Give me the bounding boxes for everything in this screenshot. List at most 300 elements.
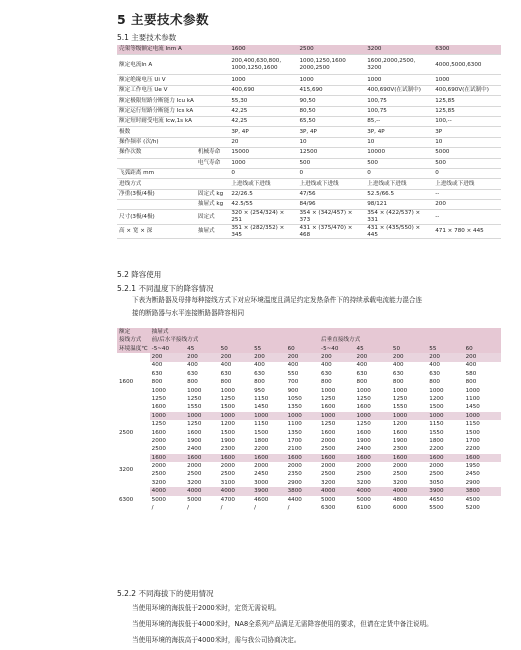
spec-cell: 22/26.5 [229,189,297,199]
derating-cell: 1250 [356,395,371,402]
derating-cell: / [151,505,154,512]
spec-header-frame: 2500 [297,45,365,55]
spec-row-sublabel [196,116,229,126]
derating-cell: 1600 [464,454,501,462]
spec-cell: 10 [365,137,433,147]
derating-cell: 1950 [465,463,480,470]
temp-header: 45 [355,345,391,353]
derating-cell: 1600 [321,429,336,436]
derating-cell: 1000 [391,412,427,420]
temp-header: 55 [252,345,285,353]
h-horizontal: 前/后水平接线方式 [150,336,319,344]
derating-cell: 1500 [220,404,235,411]
spec-cell: 400,690V(在试制中) [365,85,433,95]
spec-cell: 1000 [229,75,297,85]
subsection-5-1-title: 5.1 主要技术参数 [117,33,177,42]
derating-cell: 5500 [429,505,444,512]
derating-cell: 1900 [220,437,235,444]
derating-cell: 3200 [356,479,371,486]
spec-row-label: 额定运行短路分断能力 Ics kA [117,106,196,116]
spec-table [117,45,501,239]
spec-cell: 42.5/55 [229,200,297,210]
derating-cell: 1600 [427,454,463,462]
spec-cell: 0 [365,168,433,178]
derating-cell: 2000 [151,463,166,470]
derating-cell: 3800 [286,487,319,495]
derating-cell: 1250 [151,421,166,428]
spec-row [117,179,501,189]
spec-row [117,106,501,116]
derating-cell: 800 [356,379,368,386]
spec-cell: 125,85 [433,96,501,106]
derating-row [117,362,501,370]
subsection-5-2-title: 5.2 降容使用 [117,270,162,279]
derating-cell: 4700 [220,496,235,503]
spec-cell: 42,25 [229,106,297,116]
derating-row [117,404,501,412]
derating-cell: 6300 [321,505,336,512]
derating-cell: 1900 [392,437,408,444]
derating-row [117,429,501,437]
h-envtemp: 环境温度℃ [119,345,148,352]
spec-cell: 0 [229,168,297,178]
derating-cell: 3800 [464,487,501,495]
temp-header: -5~40 [150,345,186,353]
derating-cell: 1000 [464,412,501,420]
spec-cell: 100,75 [365,106,433,116]
derating-cell: / [254,505,256,512]
derating-cell: 2350 [287,471,302,478]
derating-cell: 1000 [319,412,355,420]
derating-row [117,504,501,512]
derating-row [117,420,501,428]
spec-row-label: 额定绝缘电压 Ui V [117,75,196,85]
spec-cell: 1000 [297,75,365,85]
spec-cell: 5000 [433,148,501,158]
derating-row [117,445,501,453]
derating-cell: 5200 [465,505,480,512]
derating-cell: 800 [392,379,404,386]
derating-cell: 1000 [252,412,285,420]
spec-cell: 431 × (375/470) × 468 [297,224,365,238]
derating-cell: 700 [287,379,299,386]
derating-cell: 630 [151,370,163,377]
derating-cell: 2100 [287,446,302,453]
spec-cell: 3P, 4P [297,127,365,137]
rating-group-label: 3200 [117,454,150,488]
derating-cell: 1000 [150,412,186,420]
derating-cell: 4600 [254,496,269,503]
derating-cell: 2500 [356,471,371,478]
spec-cell: 84/96 [297,200,365,210]
derating-row [117,496,501,504]
spec-cell: 200,400,630,800, 1000,1250,1600 [229,55,297,75]
derating-cell: 6000 [392,505,408,512]
derating-cell: 200 [185,353,218,361]
spec-row-label: 额定工作电压 Ue V [117,85,196,95]
derating-cell: 400 [429,362,440,369]
spec-row-sublabel [196,75,229,85]
derating-cell: 200 [286,353,319,361]
derating-cell: 200 [219,353,252,361]
spec-cell: 90,50 [297,96,365,106]
altitude-line-1: 当使用环境的海拔低于2000米时，定货无需说明。 [132,604,281,612]
derating-cell: 1700 [465,437,480,444]
spec-row [117,189,501,199]
derating-cell: 2300 [220,446,235,453]
spec-row-label: 操作频率 (次/h) [117,137,196,147]
spec-row-sublabel [196,127,229,137]
derating-cell: 2400 [187,446,202,453]
derating-cell: 2450 [254,471,269,478]
spec-cell: 500 [297,158,365,168]
derating-cell: 2200 [429,446,444,453]
spec-cell: 47/56 [297,189,365,199]
derating-cell: 630 [220,370,232,377]
derating-cell: 400 [287,362,299,369]
derating-cell: 1450 [254,404,269,411]
spec-cell: 500 [433,158,501,168]
spec-row-label: 飞弧距离 mm [117,168,196,178]
temp-header: 55 [427,345,463,353]
derating-cell: 2000 [392,463,408,470]
derating-cell: 4500 [465,496,480,503]
spec-row [117,148,501,158]
derating-row [117,378,501,386]
spec-row-label: 额定短时耐受电流 Icw,1s kA [117,116,196,126]
spec-cell: -- [433,210,501,224]
spec-cell: -- [433,189,501,199]
derating-cell: 1250 [321,395,336,402]
derating-cell: 800 [465,379,477,386]
derating-row [117,462,501,470]
spec-cell: 85,-- [365,116,433,126]
subsection-5-2-1-title: 5.2.1 不同温度下的降容情况 [117,284,214,293]
derating-cell: 200 [319,353,355,361]
derating-cell: 1700 [287,437,302,444]
derating-cell: 1000 [151,387,166,394]
derating-cell: 4000 [185,487,218,495]
derating-cell: 800 [254,379,265,386]
spec-row [117,168,501,178]
section-title: 5 主要技术参数 [117,12,210,27]
derating-cell: 5000 [151,496,166,503]
derating-cell: 1600 [151,429,166,436]
spec-cell: 471 × 780 × 445 [433,224,501,238]
derating-cell: 1250 [220,395,235,402]
derating-cell: 1600 [219,454,252,462]
derating-cell: 4650 [429,496,444,503]
derating-cell: 1200 [392,421,408,428]
derating-cell: 400 [392,362,404,369]
spec-row-sublabel: 固定式 kg [196,189,229,199]
derating-cell: 1800 [254,437,269,444]
temp-header: 50 [391,345,427,353]
derating-cell: 3900 [427,487,463,495]
spec-row-label: 操作次数 [117,148,196,158]
derating-cell: 6100 [356,505,371,512]
derating-cell: 2000 [187,463,202,470]
rating-group-label: 2500 [117,412,150,454]
derating-cell: 1350 [287,429,302,436]
derating-cell: 1000 [286,412,319,420]
derating-cell: 1900 [187,437,202,444]
derating-cell: 800 [151,379,163,386]
spec-row-sublabel [196,137,229,147]
derating-cell: 200 [391,353,427,361]
derating-cell: 1550 [187,404,202,411]
derating-cell: 1000 [220,387,235,394]
temp-header: -5~40 [319,345,355,353]
spec-cell: 10000 [365,148,433,158]
derating-cell: 2500 [429,471,444,478]
spec-row-label: 高 × 宽 × 深 [117,224,196,238]
derating-cell: 2500 [151,471,166,478]
derating-row [117,395,501,403]
temp-header: 50 [219,345,252,353]
derating-cell: 1550 [429,429,444,436]
derating-cell: 2500 [187,471,202,478]
spec-cell: 20 [229,137,297,147]
derating-cell: 1000 [427,412,463,420]
derating-cell: 2400 [356,446,371,453]
derating-cell: 800 [321,379,332,386]
derating-cell: 950 [254,387,265,394]
derating-cell: 2000 [356,463,371,470]
derating-cell: 1200 [429,395,444,402]
spec-row-sublabel: 机械寿命 [196,148,229,158]
spec-cell: 354 × (342/457) × 373 [297,210,365,224]
spec-cell: 0 [433,168,501,178]
derating-row [117,412,501,420]
spec-cell: 42,25 [229,116,297,126]
derating-cell: 1600 [151,404,166,411]
spec-cell: 10 [297,137,365,147]
derating-cell: / [220,505,223,512]
derating-cell: 4400 [287,496,302,503]
spec-row [117,116,501,126]
derating-cell: 4000 [355,487,391,495]
derating-row [117,454,501,462]
spec-cell: 4000,5000,6300 [433,55,501,75]
derating-cell: 400 [187,362,198,369]
derating-cell: 2500 [220,471,235,478]
h-vertical: 后垂直接线方式 [319,336,501,344]
derating-cell: 1600 [187,429,202,436]
derating-row [117,479,501,487]
derating-cell: 400 [465,362,477,369]
spec-cell: 400,690V(在试制中) [433,85,501,95]
derating-cell: 4800 [392,496,408,503]
derating-cell: 1150 [254,421,269,428]
spec-cell: 10 [433,137,501,147]
spec-cell: 12500 [297,148,365,158]
derating-cell: 3200 [321,479,336,486]
derating-cell: 800 [429,379,440,386]
spec-row-label: 进线方式 [117,179,196,189]
derating-row [117,387,501,395]
derating-cell: 200 [427,353,463,361]
spec-row [117,75,501,85]
h-rating: 额定 [117,328,150,336]
derating-cell: 2000 [287,463,302,470]
derating-cell: 1600 [319,454,355,462]
spec-row-sublabel: 抽屉式 [196,224,229,238]
spec-header-frame: 6300 [433,45,501,55]
derating-cell: 1250 [187,395,202,402]
derating-cell: 1250 [187,421,202,428]
derating-cell: 1600 [252,454,285,462]
spec-row-label: 额定电流In A [117,55,196,75]
derating-cell: 200 [464,353,501,361]
derating-cell: 1600 [391,454,427,462]
intro-line-1: 下表为断路器及母排每种接线方式下对应环境温度且满足约定发热条件下的持续承载电流能力混合连 [132,296,423,304]
derating-cell: 900 [287,387,299,394]
derating-cell: 1600 [356,404,371,411]
spec-cell: 上进线或下进线 [229,179,297,189]
spec-cell: 431 × (435/550) × 445 [365,224,433,238]
derating-cell: 630 [392,370,404,377]
spec-row [117,85,501,95]
derating-cell: / [187,505,190,512]
derating-cell: 200 [355,353,391,361]
derating-cell: 2200 [465,446,480,453]
derating-cell: 2000 [321,463,336,470]
derating-cell: 1500 [429,404,444,411]
spec-cell: 80,50 [297,106,365,116]
spec-header-frame: 3200 [365,45,433,55]
derating-cell: 630 [254,370,265,377]
derating-cell: 400 [321,362,332,369]
derating-cell: 630 [187,370,198,377]
derating-cell: 1600 [355,454,391,462]
derating-cell: 2500 [151,446,166,453]
derating-cell: 1500 [254,429,269,436]
derating-cell: 630 [321,370,332,377]
spec-row-sublabel [196,179,229,189]
derating-row [117,437,501,445]
derating-cell: 2900 [465,479,480,486]
spec-row-sublabel [196,168,229,178]
derating-cell: 630 [356,370,368,377]
derating-cell: 550 [287,370,299,377]
rating-group-label: 6300 [117,487,150,512]
derating-cell: 2900 [287,479,302,486]
spec-row [117,96,501,106]
derating-cell: 2000 [321,437,336,444]
derating-cell: 1450 [465,404,480,411]
derating-cell: 800 [187,379,198,386]
spec-row-label [117,158,196,168]
derating-cell: 1500 [220,429,235,436]
derating-cell: 1000 [356,387,371,394]
derating-cell: 1050 [287,395,302,402]
spec-row-sublabel [196,55,229,75]
derating-cell: 400 [356,362,368,369]
derating-cell: 4000 [319,487,355,495]
spec-row [117,158,501,168]
derating-cell: 2500 [321,471,336,478]
spec-row [117,127,501,137]
derating-cell: 2000 [220,463,235,470]
derating-cell: 1000 [185,412,218,420]
derating-cell: 1100 [465,395,480,402]
temp-header: 60 [464,345,501,353]
spec-cell: 400,690 [229,85,297,95]
derating-cell: 200 [252,353,285,361]
derating-cell: 1250 [356,421,371,428]
derating-cell: 1550 [392,404,408,411]
derating-cell: 2000 [151,437,166,444]
derating-cell: 1600 [392,429,408,436]
derating-cell: 1000 [187,387,202,394]
derating-cell: 3900 [252,487,285,495]
intro-line-2: 接的断路器与水平连接断路器降容相同 [132,309,245,317]
temp-header: 60 [286,345,319,353]
spec-cell: 65,50 [297,116,365,126]
derating-cell: 200 [150,353,186,361]
spec-row [117,55,501,75]
derating-cell: 3200 [392,479,408,486]
rating-group-label: 1600 [117,353,150,412]
derating-cell: 2500 [392,471,408,478]
spec-row-sublabel: 抽屉式 kg [196,200,229,210]
spec-cell: 100,75 [365,96,433,106]
spec-cell: 0 [297,168,365,178]
spec-cell: 15000 [229,148,297,158]
spec-row [117,137,501,147]
spec-row-sublabel [196,96,229,106]
derating-cell: 1000 [321,387,336,394]
spec-cell: 1000 [229,158,297,168]
spec-cell: 100,-- [433,116,501,126]
derating-cell: 580 [465,370,477,377]
derating-cell: 2200 [254,446,269,453]
derating-cell: 3050 [429,479,444,486]
spec-cell: 500 [365,158,433,168]
h-type: 抽屉式 [150,328,501,336]
spec-header-row [117,45,501,55]
spec-cell: 200 [433,200,501,210]
derating-cell: 4000 [219,487,252,495]
derating-cell: / [287,505,290,512]
derating-cell: 3100 [220,479,235,486]
spec-header-frame: 1600 [229,45,297,55]
derating-cell: 2300 [392,446,408,453]
spec-cell: 415,690 [297,85,365,95]
derating-cell: 1900 [356,437,371,444]
derating-cell: 1250 [151,395,166,402]
spec-cell: 98/121 [365,200,433,210]
derating-cell: 5000 [356,496,371,503]
spec-cell: 1000,1250,1600 2000,2500 [297,55,365,75]
spec-cell: 1000 [433,75,501,85]
spec-row-label: 尺寸(3极/4极) [117,210,196,224]
spec-cell: 3P, 4P [365,127,433,137]
derating-row [117,487,501,495]
derating-cell: 1250 [392,395,408,402]
spec-row-sublabel [196,85,229,95]
spec-cell: 55,30 [229,96,297,106]
derating-cell: 2500 [321,446,336,453]
spec-cell: 上进线或下进线 [297,179,365,189]
derating-cell: 3200 [151,479,166,486]
derating-cell: 1000 [355,412,391,420]
temp-header: 45 [185,345,218,353]
derating-cell: 400 [220,362,232,369]
derating-cell: 4000 [150,487,186,495]
subsection-5-2-2-title: 5.2.2 不同海拔下的使用情况 [117,589,214,598]
